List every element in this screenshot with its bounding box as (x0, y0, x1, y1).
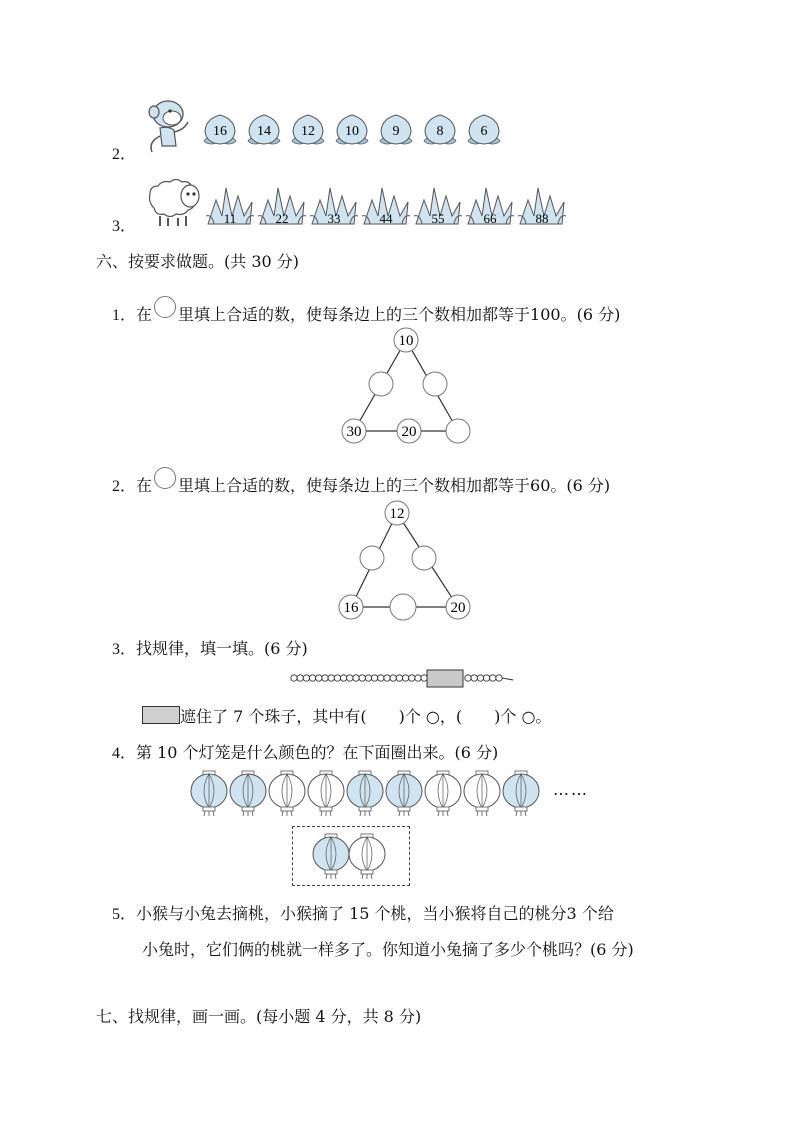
bead (291, 675, 297, 681)
grass-number: 11 (223, 211, 237, 226)
bead (322, 675, 328, 681)
circle-right-blank[interactable] (412, 546, 436, 570)
bead (396, 675, 402, 681)
bead (328, 675, 334, 681)
bead (471, 675, 477, 681)
lantern-row (189, 770, 549, 816)
bead (483, 675, 489, 681)
lantern-white (308, 771, 344, 816)
bead (359, 675, 365, 681)
question-number: 2． (112, 146, 137, 163)
q2-text: 里填上合适的数，使每条边上的三个数相加都等于60。(6 分) (178, 476, 611, 495)
grass-number: 44 (379, 211, 393, 226)
circle-bottom-left-value: 30 (346, 424, 362, 440)
answer-options-box (292, 826, 410, 886)
peach-item (380, 115, 412, 144)
bead (340, 675, 346, 681)
grass-item (466, 188, 514, 226)
circle-bottom-right-value: 20 (450, 600, 466, 616)
lantern-option-white (349, 834, 385, 879)
q2-pre: 在 (136, 476, 153, 495)
sheep-icon (140, 172, 206, 230)
q1-pre: 在 (136, 305, 153, 324)
triangle-puzzle-1 (336, 326, 476, 446)
bead (347, 675, 353, 681)
q5-text-1: 小猴与小兔去摘桃，小猴摘了 15 个桃，当小猴将自己的桃分3 个给 (136, 904, 614, 923)
bead (421, 675, 427, 681)
cover-box (427, 670, 463, 687)
circle-right-blank[interactable] (423, 372, 447, 396)
bead (402, 675, 408, 681)
grass-row (206, 186, 578, 228)
bead (496, 675, 502, 681)
question-number: 5． (112, 906, 137, 923)
bead (365, 675, 371, 681)
grass-number: 66 (483, 211, 497, 226)
grass-item (310, 188, 358, 226)
section-title-7: 七、找规律，画一画。(每小题 4 分，共 8 分) (96, 1007, 422, 1026)
monkey-icon (140, 96, 200, 154)
q5-line1 (112, 901, 614, 924)
question-number: 1． (112, 307, 137, 324)
lantern-blue (503, 771, 539, 816)
bead (378, 675, 384, 681)
grass-number: 88 (535, 211, 549, 226)
peach-number: 14 (257, 124, 271, 139)
lantern-white (425, 771, 461, 816)
bead (371, 675, 377, 681)
circle-left-blank[interactable] (369, 372, 393, 396)
bead (309, 675, 315, 681)
lantern-blue (386, 771, 422, 816)
circle-top-value: 10 (398, 333, 414, 349)
q1-line (112, 296, 620, 325)
peach-item (336, 115, 368, 144)
bead (384, 675, 390, 681)
circle-left-blank[interactable] (360, 546, 384, 570)
q2-line (112, 467, 610, 496)
lantern-blue (191, 771, 227, 816)
circle-top-value: 12 (389, 506, 405, 522)
peach-number: 16 (213, 124, 227, 139)
ellipsis: …… (553, 780, 589, 799)
q4-line (112, 740, 498, 763)
grass-number: 22 (275, 211, 289, 226)
peach-number: 6 (480, 124, 488, 139)
string-end (502, 678, 513, 680)
triangle-puzzle-2 (331, 499, 479, 625)
bead-string (290, 668, 522, 692)
circle-bottom-mid-value: 20 (401, 424, 417, 440)
cover-box-icon (142, 706, 180, 724)
bead (334, 675, 340, 681)
q3-text: 找规律，填一填。(6 分) (136, 639, 308, 658)
circle-bottom-mid-blank[interactable] (390, 594, 416, 620)
lantern-blue (230, 771, 266, 816)
q1-text: 里填上合适的数，使每条边上的三个数相加都等于100。(6 分) (178, 305, 621, 324)
grass-number: 55 (431, 211, 445, 226)
question-number: 4． (112, 745, 137, 762)
peach-number: 8 (436, 124, 444, 139)
bead (409, 675, 415, 681)
lantern-white (464, 771, 500, 816)
q3-fill-text: 遮住了 7 个珠子，其中有( )个 ○，( )个 ○。 (180, 707, 552, 726)
bead (390, 675, 396, 681)
circle-bottom-right-blank[interactable] (446, 419, 470, 443)
peach-item (468, 115, 500, 144)
question-number: 3． (112, 641, 137, 658)
bead (303, 675, 309, 681)
peach-number: 12 (301, 124, 315, 139)
circle-icon (154, 467, 176, 489)
peach-item (204, 115, 236, 144)
lantern-options (293, 827, 409, 885)
grass-number: 33 (327, 211, 341, 226)
grass-item (258, 188, 306, 226)
peach-item (292, 115, 324, 144)
bead (353, 675, 359, 681)
peach-row (196, 111, 526, 153)
bead (465, 675, 471, 681)
bead (490, 675, 496, 681)
peach-number: 9 (392, 124, 400, 139)
grass-item (414, 188, 462, 226)
question-number: 2． (112, 478, 137, 495)
grass-item (518, 188, 566, 226)
bead (316, 675, 322, 681)
q3-fill-line (142, 704, 551, 727)
peach-number: 10 (345, 124, 359, 139)
circle-bottom-left-value: 16 (343, 600, 359, 616)
bead (297, 675, 303, 681)
q5-text-2: 小兔时，它们俩的桃就一样多了。你知道小兔摘了多少个桃吗？(6 分) (142, 940, 634, 959)
bead (415, 675, 421, 681)
lantern-blue (347, 771, 383, 816)
q3-line (112, 636, 308, 659)
section-title: 六、按要求做题。(共 30 分) (96, 252, 300, 271)
peach-item (424, 115, 456, 144)
q4-text: 第 10 个灯笼是什么颜色的？在下面圈出来。(6 分) (136, 743, 499, 762)
circle-icon (154, 296, 176, 318)
lantern-white (269, 771, 305, 816)
grass-item (362, 188, 410, 226)
grass-item (206, 188, 254, 226)
bead (477, 675, 483, 681)
peach-item (248, 115, 280, 144)
lantern-option-blue (313, 834, 349, 879)
question-number: 3． (112, 218, 137, 235)
